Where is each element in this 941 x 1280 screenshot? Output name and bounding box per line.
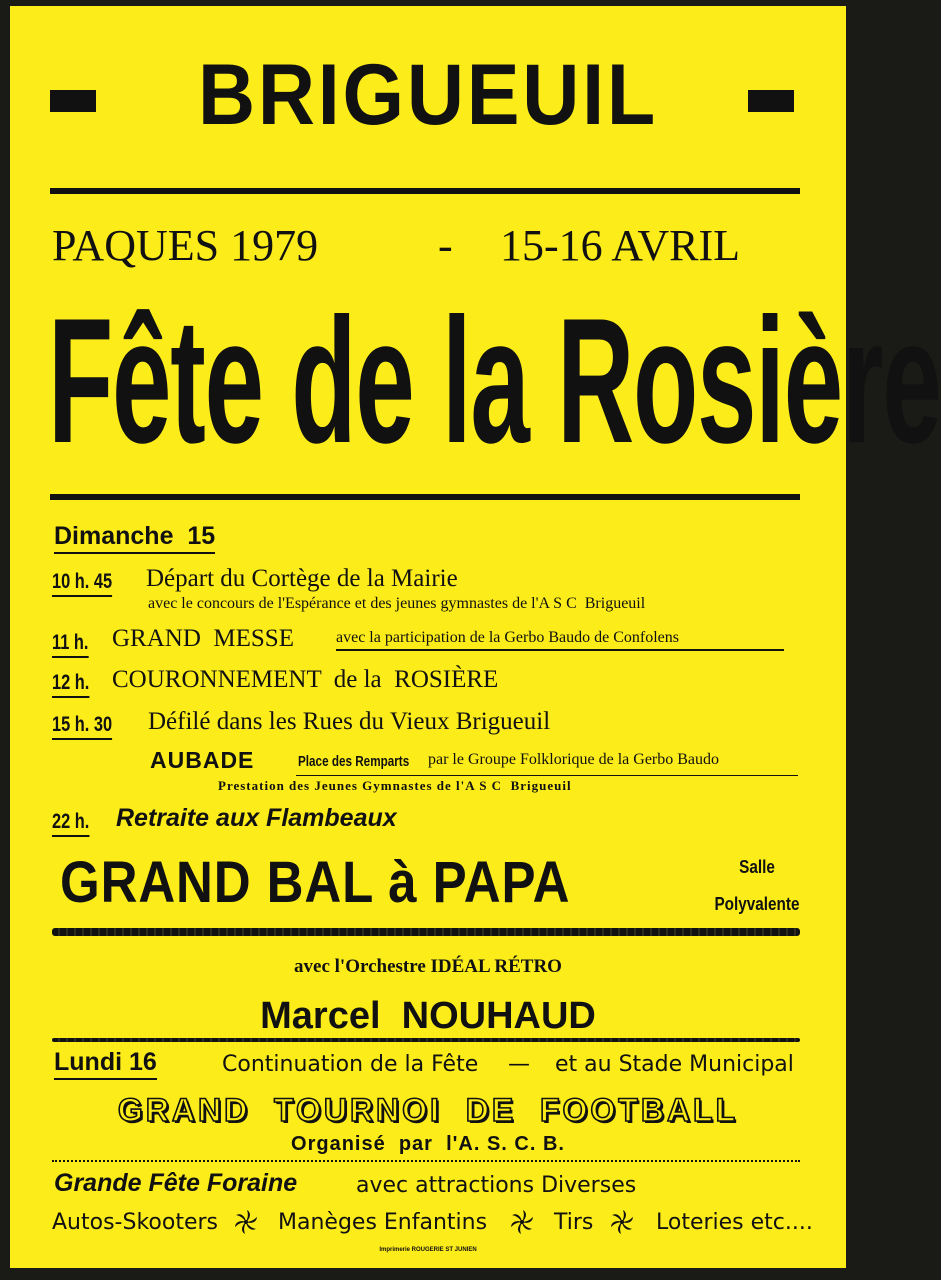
event-note: avec la participation de la Gerbo Baudo de Confolens (336, 630, 784, 651)
divider-dotted (52, 1160, 800, 1162)
event-time: 12 h. (52, 672, 89, 698)
event-text: Retraite aux Flambeaux (116, 804, 397, 832)
divider-title (50, 494, 800, 500)
sunday-label: Dimanche 15 (54, 524, 215, 554)
festival-title: Fête de la Rosière (48, 281, 941, 480)
aubade-performance: Prestation des Jeunes Gymnastes de l'A S C Brigueuil (218, 778, 572, 793)
printer-imprint: Imprimerie ROUGERIE ST JUNIEN (379, 1247, 477, 1253)
poster (10, 6, 941, 1268)
divider-top (50, 188, 800, 194)
event-text: Départ du Cortège de la Mairie (146, 565, 458, 592)
pinwheel-icon (508, 1208, 536, 1241)
date-separator: - (438, 221, 453, 270)
event-time: 11 h. (52, 632, 88, 658)
fair-title: Grande Fête Foraine (54, 1169, 298, 1197)
town-title: BRIGUEUIL (198, 47, 658, 143)
divider-wavy (52, 1038, 800, 1042)
ball-venue: Salle (739, 857, 775, 877)
divider-wavy (52, 928, 800, 936)
ball-venue: Polyvalente (714, 894, 800, 914)
musician-name: Marcel NOUHAUD (260, 995, 596, 1037)
monday-label: Lundi 16 (54, 1050, 157, 1080)
monday-text: Continuation de la Fête (222, 1052, 479, 1077)
event-time: 10 h. 45 (52, 571, 112, 597)
ball-title: GRAND BAL à PAPA (60, 850, 571, 915)
tournament-organizer: Organisé par l'A. S. C. B. (291, 1133, 565, 1155)
orchestra-line: avec l'Orchestre IDÉAL RÉTRO (294, 956, 562, 977)
event-text: COURONNEMENT de la ROSIÈRE (112, 666, 499, 693)
aubade-text: par le Groupe Folklorique de la Gerbo Baudo (428, 751, 720, 768)
event-text: Défilé dans les Rues du Vieux Brigueuil (148, 708, 551, 735)
pinwheel-icon (608, 1208, 636, 1241)
aubade-title: AUBADE (150, 747, 255, 773)
pinwheel-icon (232, 1208, 260, 1241)
attraction: Manèges Enfantins (278, 1210, 488, 1235)
title-dash-right (748, 90, 794, 112)
fair-subtitle: avec attractions Diverses (356, 1173, 637, 1198)
festival-dates: 15-16 AVRIL (500, 221, 740, 270)
event-text: GRAND MESSE (112, 625, 294, 652)
attraction: Tirs (554, 1210, 594, 1235)
event-time: 22 h. (52, 811, 89, 837)
easter-label: PAQUES 1979 (52, 221, 319, 270)
attraction: Loteries etc.... (656, 1210, 813, 1235)
monday-stadium: et au Stade Municipal (555, 1052, 794, 1077)
tournament-title: GRAND TOURNOI DE FOOTBALL (117, 1092, 739, 1128)
aubade-place: Place des Remparts (298, 753, 410, 770)
event-note: avec le concours de l'Espérance et des jeunes gymnastes de l'A S C Brigueuil (148, 595, 646, 612)
monday-dash: — (508, 1052, 530, 1077)
event-time: 15 h. 30 (52, 714, 112, 740)
attraction: Autos-Skooters (52, 1210, 218, 1235)
